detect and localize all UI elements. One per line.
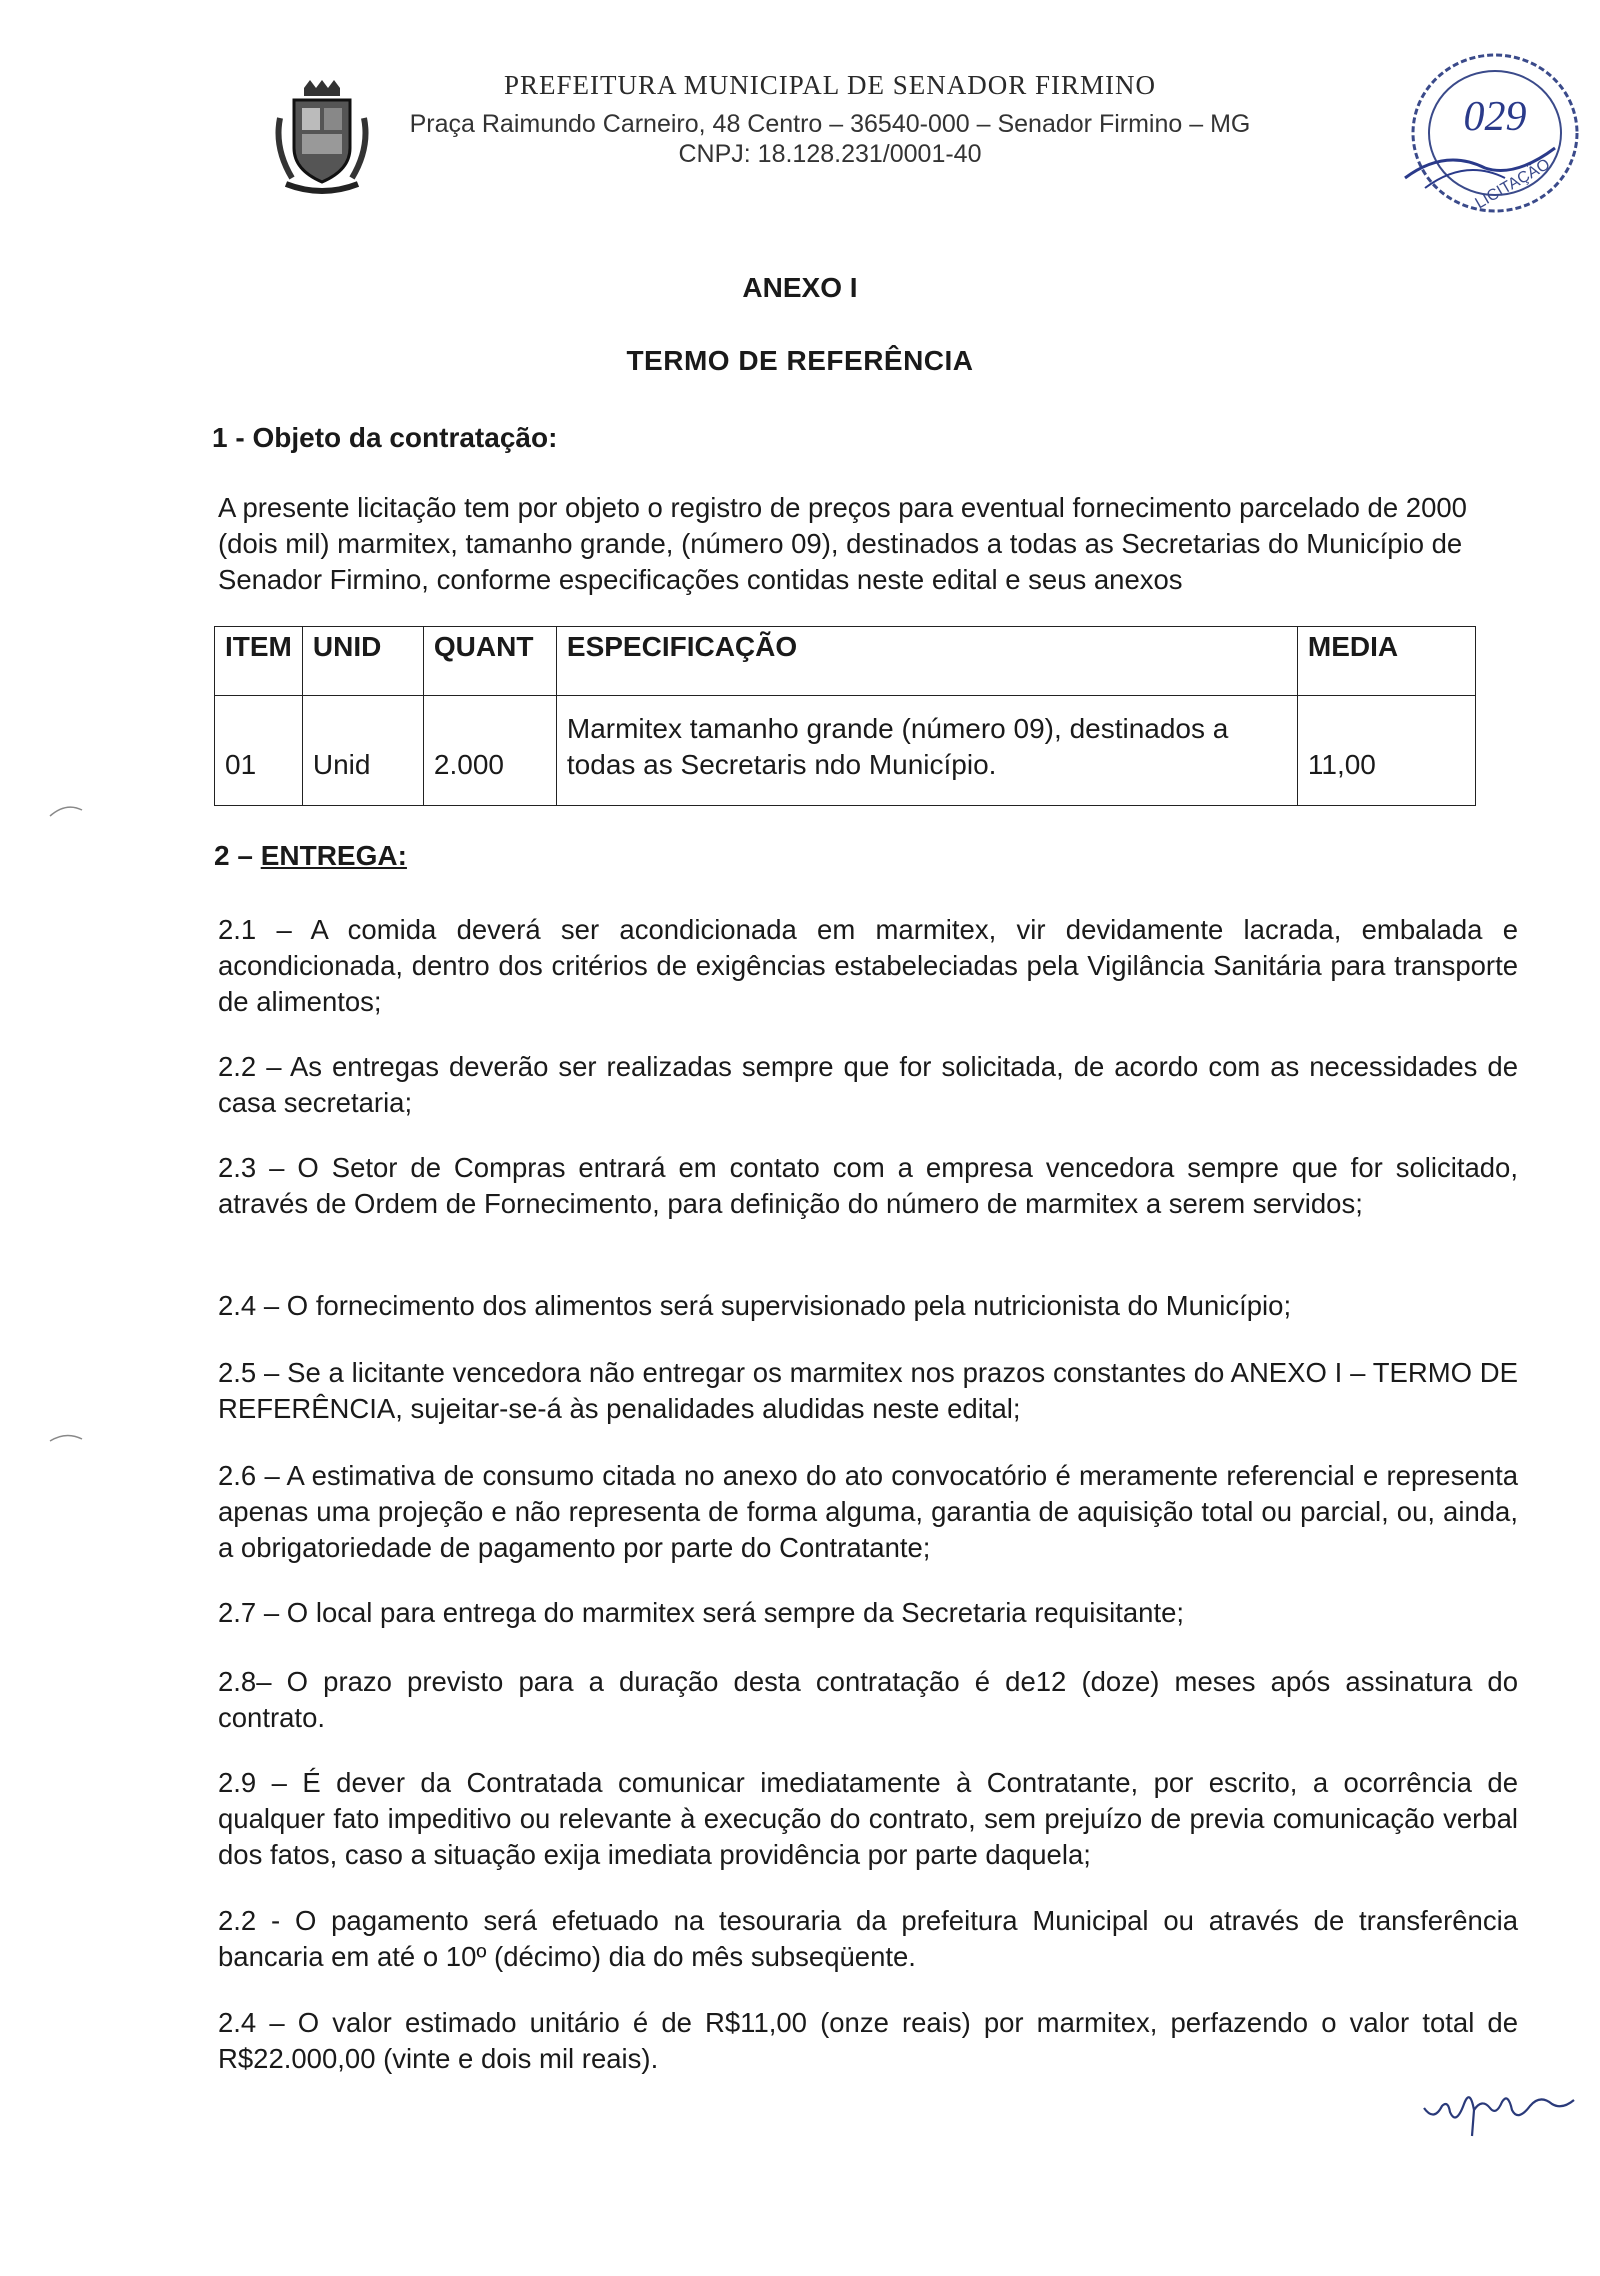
clause-2-9: 2.9 – É dever da Contratada comunicar imediatamente à Contratante, por escrito, a ocorrência de qualquer fato impeditivo ou relevante à execução do contrato, sem prejuízo de previa comunicação verbal dos fatos, caso a situação exija imediata providência por parte daquela; bbox=[218, 1767, 1518, 1870]
clause-2-5: 2.5 – Se a licitante vencedora não entregar os marmitex nos prazos constantes do ANEXO I – TERMO DE REFERÊNCIA, sujeitar-se-á às penalidades aludidas neste edital; bbox=[218, 1357, 1518, 1424]
reference-title: TERMO DE REFERÊNCIA bbox=[626, 345, 974, 376]
col-header-quant: QUANT bbox=[423, 627, 556, 696]
clause-2-7: 2.7 – O local para entrega do marmitex será sempre da Secretaria requisitante; bbox=[218, 1597, 1185, 1628]
section2-title: ENTREGA: bbox=[260, 840, 407, 871]
section1-heading: 1 - Objeto da contratação: bbox=[212, 422, 558, 453]
col-header-media: MEDIA bbox=[1297, 627, 1475, 696]
clause-2-3: 2.3 – O Setor de Compras entrará em contato com a empresa vencedora sempre que for solicitado, através de Ordem de Fornecimento, para definição do número de marmitex a serem servidos; bbox=[218, 1152, 1518, 1219]
intro-paragraph: A presente licitação tem por objeto o registro de preços para eventual fornecimento parcelado de 2000 (dois mil) marmitex, tamanho grande, (número 09), destinados a todas as Secretarias do Município de Senador Firmino, conforme especificações contidas neste edital e seus anexos bbox=[218, 492, 1467, 595]
clause-estimated-value: 2.4 – O valor estimado unitário é de R$11,00 (onze reais) por marmitex, perfazendo o valor total de R$22.000,00 (vinte e dois mil reais). bbox=[218, 2007, 1518, 2074]
clause-2-1: 2.1 – A comida deverá ser acondicionada em marmitex, vir devidamente lacrada, embalada e acondicionada, dentro dos critérios de exigências estabeleciadas pela Vigilância Sanitária para transporte de alimentos; bbox=[218, 914, 1518, 1017]
margin-mark-icon bbox=[48, 800, 84, 820]
org-address: Praça Raimundo Carneiro, 48 Centro – 36540-000 – Senador Firmino – MG bbox=[409, 110, 1251, 138]
cell-quant: 2.000 bbox=[423, 696, 556, 806]
clause-2-4: 2.4 – O fornecimento dos alimentos será supervisionado pela nutricionista do Município; bbox=[218, 1290, 1292, 1321]
org-name: PREFEITURA MUNICIPAL DE SENADOR FIRMINO bbox=[503, 70, 1157, 100]
cell-media: 11,00 bbox=[1297, 696, 1475, 806]
clause-2-2: 2.2 – As entregas deverão ser realizadas sempre que for solicitada, de acordo com as necessidades de casa secretaria; bbox=[218, 1051, 1518, 1118]
col-header-espec: ESPECIFICAÇÃO bbox=[556, 627, 1297, 696]
cell-unid: Unid bbox=[302, 696, 423, 806]
col-header-unid: UNID bbox=[302, 627, 423, 696]
annex-title: ANEXO I bbox=[742, 272, 858, 303]
table-row bbox=[215, 696, 1476, 806]
clause-2-8: 2.8– O prazo previsto para a duração desta contratação é de12 (doze) meses após assinatura do contrato. bbox=[218, 1666, 1518, 1733]
clause-2-6: 2.6 – A estimativa de consumo citada no anexo do ato convocatório é meramente referencial e representa apenas uma projeção e não representa de forma alguma, garantia de aquisição total ou parcial, ou, ainda, a obrigatoriedade de pagamento por parte do Contratante; bbox=[218, 1460, 1518, 1563]
stamp-label: LICITAÇÃO bbox=[1472, 155, 1554, 213]
signature-icon bbox=[1420, 2070, 1580, 2140]
table-header-row bbox=[215, 627, 1476, 696]
margin-mark-icon bbox=[48, 1425, 84, 1445]
licitacao-stamp-icon bbox=[1385, 38, 1585, 223]
cell-espec: Marmitex tamanho grande (número 09), destinados a todas as Secretaris ndo Município. bbox=[556, 696, 1297, 806]
clause-payment: 2.2 - O pagamento será efetuado na tesouraria da prefeitura Municipal ou através de transferência bancaria em até o 10º (décimo) dia do mês subseqüente. bbox=[218, 1905, 1518, 1972]
org-cnpj: CNPJ: 18.128.231/0001-40 bbox=[678, 140, 982, 168]
section2-number: 2 – bbox=[214, 840, 261, 871]
items-table bbox=[214, 626, 1476, 806]
cell-item: 01 bbox=[215, 696, 303, 806]
section2-heading bbox=[214, 840, 407, 872]
col-header-item: ITEM bbox=[215, 627, 303, 696]
stamp-number: 029 bbox=[1463, 94, 1527, 140]
